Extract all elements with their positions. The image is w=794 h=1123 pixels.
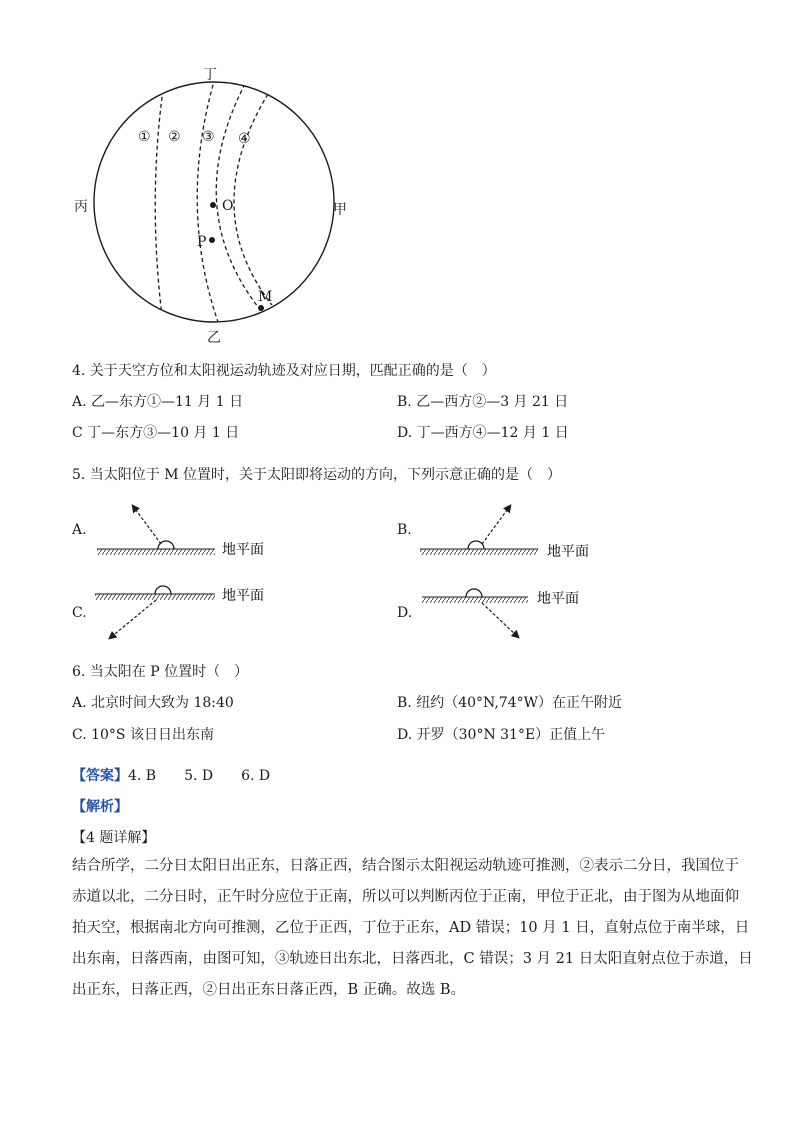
question-5-stem: 5. 当太阳位于 M 位置时，关于太阳即将运动的方向，下列示意正确的是（ ） (72, 467, 562, 483)
analysis-label: 【解析】 (72, 799, 128, 815)
horizon-label-b: 地平面 (547, 544, 589, 560)
q5-option-c[interactable]: C. (72, 605, 87, 621)
analysis-sub-label: 【4 题详解】 (72, 830, 156, 846)
point-o-dot (210, 202, 216, 208)
diagram-b (420, 506, 589, 560)
direction-top: 丁 (203, 67, 217, 83)
point-m-dot (258, 305, 264, 311)
direction-left: 丙 (74, 199, 88, 215)
diagram-a (97, 506, 264, 558)
answer-row (72, 765, 270, 785)
horizon-label-c: 地平面 (222, 588, 264, 604)
q4-option-a[interactable]: A. 乙—东方①—11 月 1 日 (72, 394, 244, 410)
question-4-stem: 4. 关于天空方位和太阳视运动轨迹及对应日期，匹配正确的是（ ） (72, 363, 496, 379)
q6-option-d[interactable]: D. 开罗（30°N 31°E）正值上午 (397, 727, 606, 743)
sun-track-4 (234, 94, 272, 305)
point-o-label: O (222, 198, 234, 214)
analysis-line: 出东南，日落西南，由图可知，③轨迹日出东北，日落西北，C 错误；3 月 21 日太阳直射点位于赤道，日 (72, 951, 753, 967)
point-m-label: M (258, 289, 273, 305)
q5-option-b[interactable]: B. (397, 522, 412, 538)
direction-bottom: 乙 (207, 330, 221, 346)
sky-circle (94, 82, 334, 322)
q5-option-d[interactable]: D. (397, 605, 413, 621)
sun-track-2 (197, 78, 218, 322)
analysis-line: 出正东，日落正西，②日出正东日落正西，B 正确。故选 B。 (72, 982, 466, 998)
q4-option-d[interactable]: D. 丁—西方④—12 月 1 日 (397, 425, 569, 441)
point-p-dot (209, 237, 215, 243)
sun-track-1 (155, 90, 163, 316)
diagram-d (422, 589, 579, 637)
track-label-2: ② (168, 129, 181, 145)
q4-option-c[interactable]: C 丁—东方③—10 月 1 日 (72, 425, 240, 441)
point-p-label: P (197, 234, 207, 250)
horizon-label-a: 地平面 (222, 542, 264, 558)
analysis-line: 结合所学，二分日太阳日出正东，日落正西，结合图示太阳视运动轨迹可推测，②表示二分日，我国位于 (72, 858, 739, 874)
q6-option-c[interactable]: C. 10°S 该日日出东南 (72, 727, 214, 743)
direction-right: 甲 (333, 202, 347, 218)
question-6-stem: 6. 当太阳在 P 位置时（ ） (72, 664, 249, 680)
sky-diagram (70, 60, 370, 350)
q5-option-a[interactable]: A. (72, 522, 87, 538)
horizon-diagrams (70, 490, 630, 650)
q6-option-b[interactable]: B. 纽约（40°N,74°W）在正午附近 (397, 695, 623, 711)
track-label-4: ④ (238, 131, 251, 147)
analysis-body (72, 851, 753, 1006)
diagram-c (95, 586, 264, 638)
analysis-line: 赤道以北，二分日时，正午时分应位于正南，所以可以判断丙位于正南，甲位于正北，由于图为从地面仰 (72, 889, 739, 905)
horizon-label-d: 地平面 (537, 591, 579, 607)
track-label-1: ① (138, 129, 151, 145)
q6-option-a[interactable]: A. 北京时间大致为 18:40 (72, 695, 234, 711)
analysis-line: 拍天空，根据南北方向可推测，乙位于正西，丁位于正东，AD 错误；10 月 1 日，直射点位于南半球，日 (72, 920, 750, 936)
track-label-3: ③ (202, 129, 215, 145)
answer-values: 4. B 5. D 6. D (128, 768, 271, 784)
q4-option-b[interactable]: B. 乙—西方②—3 月 21 日 (397, 394, 569, 410)
answer-label: 【答案】 (72, 768, 128, 784)
